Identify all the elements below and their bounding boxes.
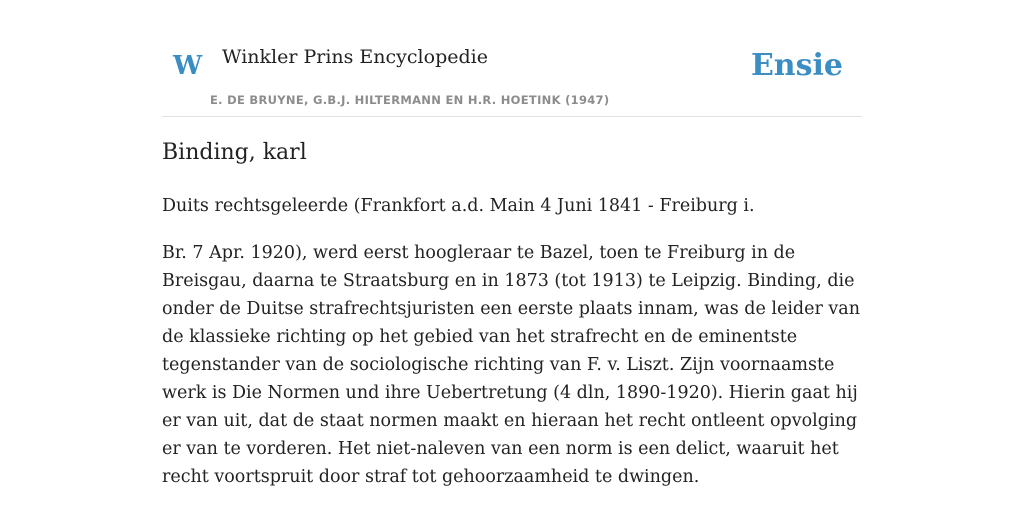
entry-title: Binding, karl bbox=[162, 140, 307, 165]
encyclopedia-card bbox=[162, 0, 862, 487]
ensie-brand-logo[interactable]: Ensie bbox=[750, 48, 843, 83]
entry-paragraph: Br. 7 Apr. 1920), werd eerst hoogleraar te Bazel, toen te Freiburg in de Breisgau, daarna te Straatsburg en in 1873 (tot 1913) te Leipzig. Binding, die onder de Duitse strafrechtsjuristen een eerste plaats innam, was de leider van de klassieke richting op het gebied van het strafrecht en de eminentste tegenstander van de sociologische richting van F. v. Liszt. Zijn voornaamste werk is Die Normen und ihre Uebertretung (4 dln, 1890-1920). Hierin gaat hij er van uit, dat de staat normen maakt en hieraan het recht ontleent opvolging er van te vorderen. Het niet-naleven van een norm is een delict, waaruit het recht voortspruit door straf tot gehoorzaamheid te dwingen. bbox=[162, 243, 861, 487]
entry-paragraph: Duits rechtsgeleerde (Frankfort a.d. Main 4 Juni 1841 - Freiburg i. bbox=[162, 196, 755, 216]
source-work-title[interactable]: Winkler Prins Encyclopedie bbox=[222, 46, 488, 68]
source-authors: E. DE BRUYNE, G.B.J. HILTERMANN EN H.R. HOETINK (1947) bbox=[210, 93, 610, 107]
winkler-prins-logo[interactable]: W bbox=[173, 51, 203, 81]
source-header bbox=[162, 0, 862, 117]
